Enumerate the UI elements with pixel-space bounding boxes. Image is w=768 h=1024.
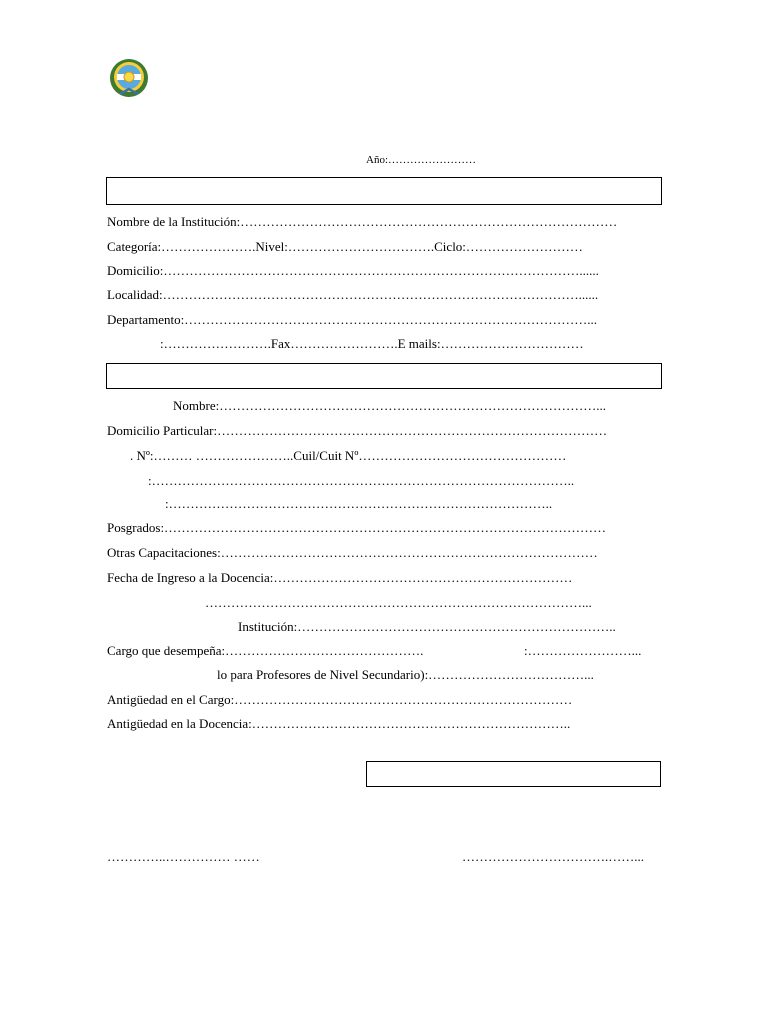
position-extra-field: :……………………... [524, 643, 642, 658]
secondary-only-field: lo para Profesores de Nivel Secundario):………………………………... [217, 667, 594, 682]
seniority-teaching-field: Antigüedad en la Docencia:……………………………………………………………….. [107, 716, 571, 731]
phone-fax-emails-field: :…………………….Fax…………………….E mails:…………………………… [160, 336, 584, 351]
institution-name-field: Nombre de la Institución:…………………………………………………………………………… [107, 214, 618, 229]
signature-header-box [366, 761, 661, 787]
section-header-box-institution [106, 177, 662, 205]
category-level-cycle-field: Categoría:………………….Nivel:…………………………….Ciclo:……………………… [107, 239, 583, 254]
teaching-start-date-field: Fecha de Ingreso a la Docencia:…………………………………………………………… [107, 570, 573, 585]
institution-field: Institución:……………………………………………………………….. [238, 619, 616, 634]
signature-line-left: …………..…………… …… [107, 849, 260, 864]
blank-line-1: :…………………………………………………………………………………….. [148, 473, 575, 488]
department-field: Departamento:…………………………………………………………………………………... [107, 312, 597, 327]
provincial-seal-icon [108, 56, 150, 100]
postgraduate-field: Posgrados:………………………………………………………………………………………… [107, 520, 607, 535]
locality-field: Localidad:……………………………………………………………………………………...... [107, 287, 599, 302]
other-training-field: Otras Capacitaciones:…………………………………………………………………………… [107, 545, 598, 560]
number-cuil-field: . Nº:……… …………………..Cuil/Cuit Nº………………………………………… [130, 448, 567, 463]
blank-line-2: :…………………………………………………………………………….. [165, 496, 553, 511]
signature-line-right: …………………………….……... [462, 849, 644, 864]
year-field: Año:…………………… [366, 154, 476, 166]
seniority-position-field: Antigüedad en el Cargo:…………………………………………………………………… [107, 692, 573, 707]
position-held-field: Cargo que desempeña:………………………………………. [107, 643, 424, 658]
blank-line-3: ……………………………………………………………………………... [205, 595, 592, 610]
home-address-field: Domicilio Particular:……………………………………………………………………………… [107, 423, 608, 438]
name-field: Nombre:……………………………………………………………………………... [173, 398, 606, 413]
section-header-box-personal [106, 363, 662, 389]
address-field: Domicilio:……………………………………………………………………………………...... [107, 263, 599, 278]
